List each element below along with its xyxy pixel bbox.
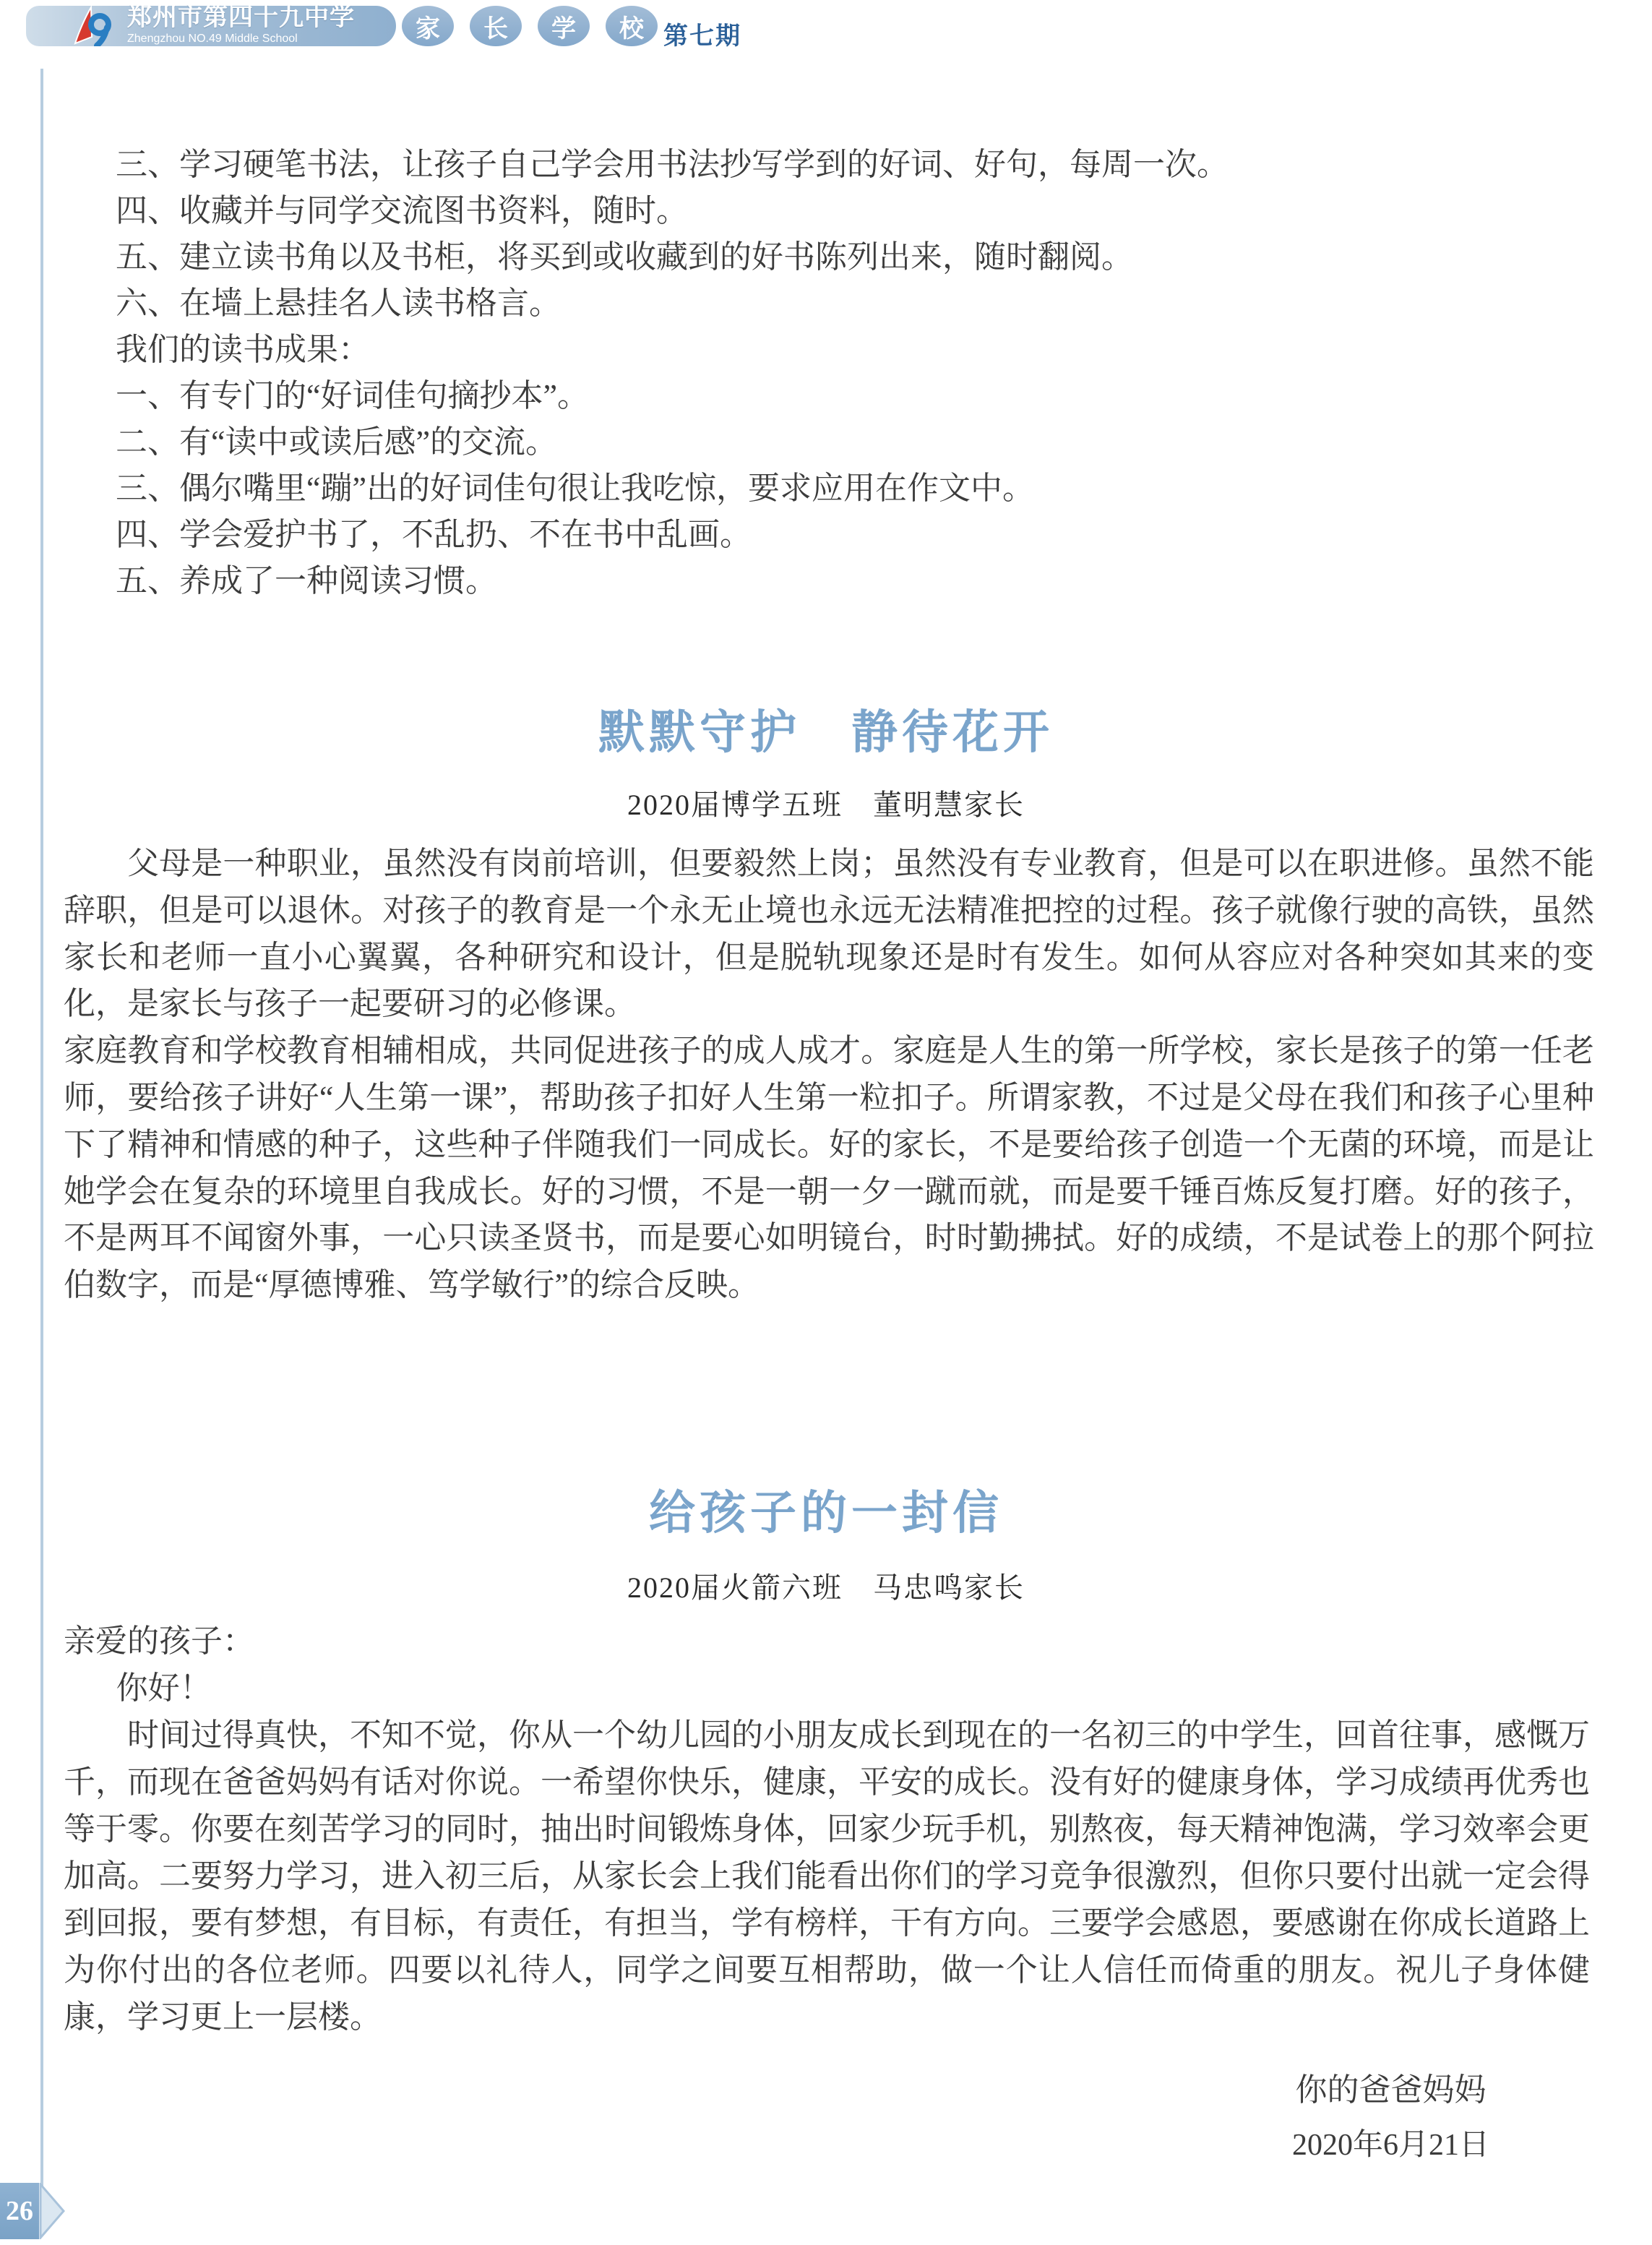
school-name-cn: 郑州市第四十九中学 (127, 4, 355, 31)
letter-signature-block (1292, 2074, 1489, 2161)
list-item: 四、学会爱护书了，不乱扔、不在书中乱画。 (116, 517, 752, 552)
masthead-circle-zhang: 长 (470, 6, 522, 46)
school-name-en: Zhengzhou NO.49 Middle School (127, 33, 298, 45)
article1-body (64, 841, 1594, 1309)
letter-paragraph: 时间过得真快，不知不觉，你从一个幼儿园的小朋友成长到现在的一名初三的中学生，回首往事，感慨万千，而现在爸爸妈妈有话对你说。一希望你快乐，健康，平安的成长。没有好的健康身体，学习成绩再优秀也等于零。你要在刻苦学习的同时，抽出时间锻炼身体，回家少玩手机，别熬夜，每天精神饱满，学习效率会更加高。二要努力学习，进入初三后，从家长会上我们能看出你们的学习竞争很激烈，但你只要付出就一定会得到回报，要有梦想，有目标，有责任，有担当，学有榜样，干有方向。三要学会感恩，要感谢在你成长道路上为你付出的各位老师。四要以礼待人，同学之间要互相帮助，做一个让人信任而倚重的朋友。祝儿子身体健康，学习更上一层楼。 (64, 1717, 1590, 2035)
article1-paragraph: 家庭教育和学校教育相辅相成，共同促进孩子的成人成才。家庭是人生的第一所学校，家长是孩子的第一任老师，要给孩子讲好“人生第一课”，帮助孩子扣好人生第一粒扣子。所谓家教，不过是父母在我们和孩子心里种下了精神和情感的种子，这些种子伴随我们一同成长。好的家长，不是要给孩子创造一个无菌的环境，而是让她学会在复杂的环境里自我成长。好的习惯，不是一朝一夕一蹴而就，而是要千锤百炼反复打磨。好的孩子，不是两耳不闻窗外事，一心只读圣贤书，而是要心如明镜台，时时勤拂拭。好的成绩，不是试卷上的那个阿拉伯数字，而是“厚德博雅、笃学敏行”的综合反映。 (64, 1033, 1594, 1303)
school-names (127, 6, 355, 46)
masthead-circle-xue: 学 (538, 6, 590, 46)
school-logo-49-icon (69, 6, 117, 46)
masthead-circle-xiao: 校 (606, 6, 658, 46)
page-badge-arrow-icon (39, 2183, 72, 2239)
article2-byline: 2020届火箭六班 马忠鸣家长 (627, 1571, 1025, 1604)
letter-greeting: 你好！ (116, 1670, 212, 1706)
article1-byline: 2020届博学五班 董明慧家长 (627, 789, 1025, 821)
article1-paragraph: 父母是一种职业，虽然没有岗前培训，但要毅然上岗；虽然没有专业教育，但是可以在职进修。虽然不能辞职，但是可以退休。对孩子的教育是一个永无止境也永远无法精准把控的过程。孩子就像行驶的高铁，虽然家长和老师一直小心翼翼，各种研究和设计，但是脱轨现象还是时有发生。如何从容应对各种突如其来的变化，是家长与孩子一起要研习的必修课。 (64, 846, 1594, 1022)
list-item: 三、学习硬笔书法，让孩子自己学会用书法抄写学到的好词、好句，每周一次。 (116, 147, 1229, 182)
reading-methods-list (64, 142, 1594, 604)
masthead (0, 0, 1652, 58)
masthead-circle-jia: 家 (402, 6, 454, 46)
letter-body (64, 1618, 1590, 2040)
school-logo-icon (66, 6, 120, 46)
page-number-badge: 26 (0, 2183, 39, 2239)
letter-signature: 你的爸爸妈妈 (1295, 2072, 1487, 2108)
masthead-title-circles (402, 6, 658, 46)
school-banner (26, 6, 396, 46)
issue-label: 第七期 (663, 23, 741, 50)
list-item: 三、偶尔嘴里“蹦”出的好词佳句很让我吃惊，要求应用在作文中。 (116, 471, 1035, 506)
list-item: 五、建立读书角以及书柜，将买到或收藏到的好书陈列出来，随时翻阅。 (116, 239, 1133, 275)
list-item: 五、养成了一种阅读习惯。 (116, 563, 497, 598)
letter-salutation: 亲爱的孩子： (64, 1623, 254, 1659)
list-item: 我们的读书成果： (116, 332, 370, 367)
list-item: 二、有“读中或读后感”的交流。 (116, 424, 558, 460)
list-item: 四、收藏并与同学交流图书资料，随时。 (116, 193, 688, 228)
list-item: 六、在墙上悬挂名人读书格言。 (116, 286, 561, 321)
left-margin-rule (40, 69, 43, 2205)
article2-title: 给孩子的一封信 (649, 1488, 1003, 1539)
list-item: 一、有专门的“好词佳句摘抄本”。 (116, 378, 590, 413)
letter-date: 2020年6月21日 (1291, 2129, 1489, 2162)
article1-title: 默默守护 静待花开 (598, 707, 1054, 758)
